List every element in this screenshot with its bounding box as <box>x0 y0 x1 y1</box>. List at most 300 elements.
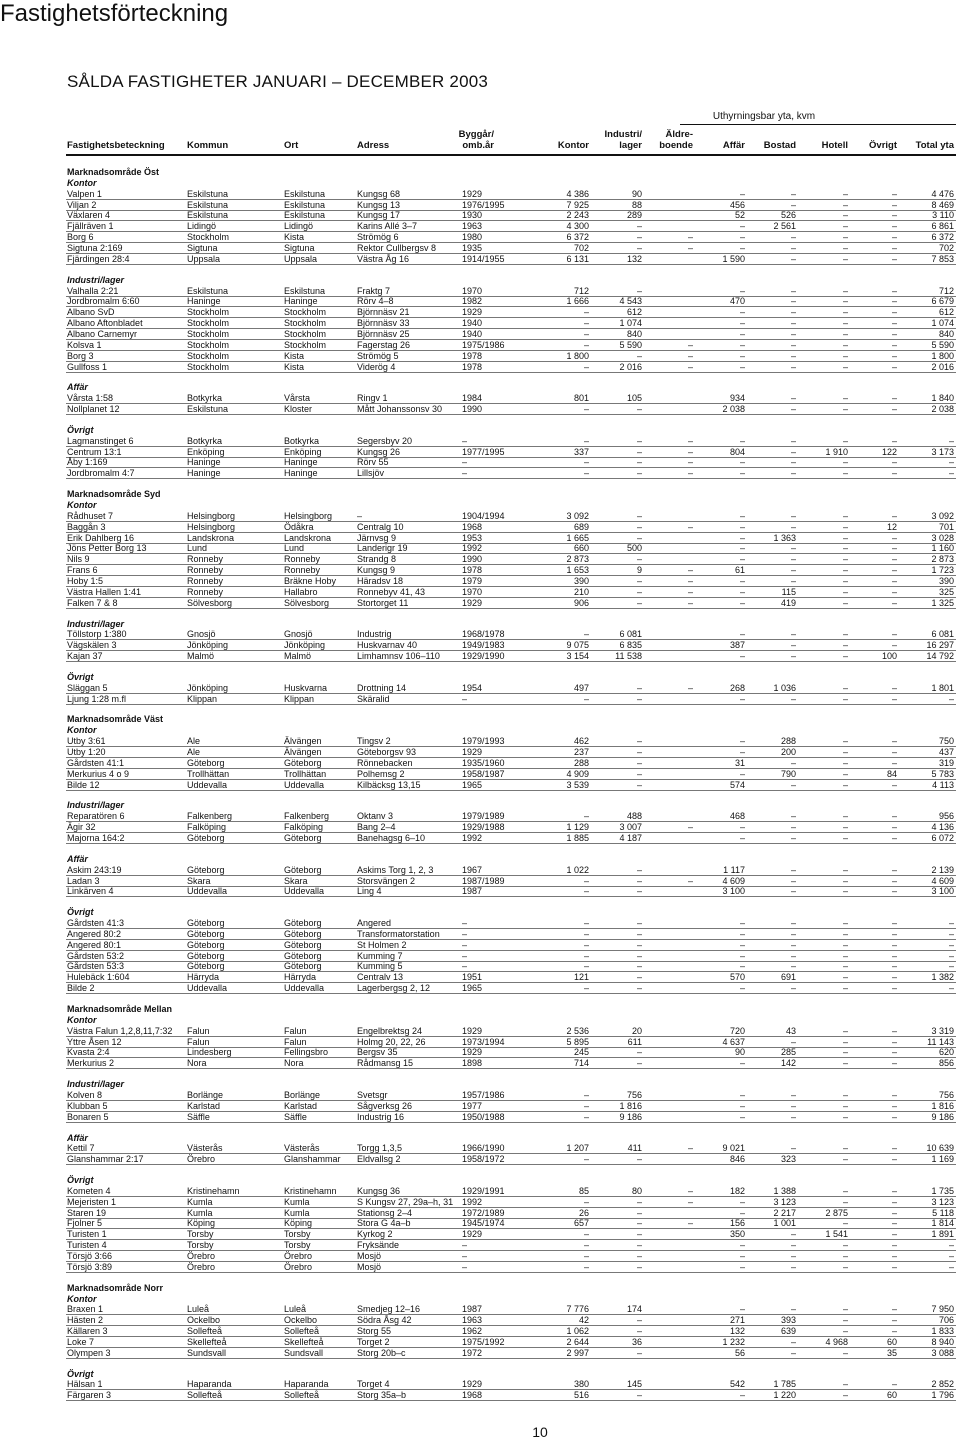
cell-kommun: Göteborg <box>187 918 225 928</box>
cell-fastighetsbeteckning: Viljan 2 <box>67 199 97 210</box>
cell-hotell: – <box>842 1047 848 1058</box>
cell-hotell: – <box>842 736 848 747</box>
cell-kontor: 906 <box>573 597 589 608</box>
region-label: Marknadsområde Norr <box>67 1282 164 1293</box>
cell-affar: – <box>739 1390 745 1401</box>
cell-ovrigt: – <box>891 1025 897 1036</box>
cell-affar: – <box>739 822 745 833</box>
cell-affar: 4 637 <box>722 1036 745 1047</box>
cell-kontor: – <box>583 361 589 372</box>
cell-adress: Bang 2–4 <box>357 822 396 833</box>
cell-kommun: Lund <box>187 543 208 554</box>
cell-ovrigt: – <box>891 597 897 608</box>
cell-ovrigt: – <box>891 296 897 307</box>
cell-byggar-omb-ar: 1976/1995 <box>462 199 505 210</box>
cell-kontor: – <box>583 1100 589 1111</box>
cell-total-yta: 4 136 <box>931 822 954 833</box>
cell-affar: – <box>739 350 745 361</box>
cell-industri-lager: 411 <box>627 1143 642 1154</box>
cell-ort: Säffle <box>284 1111 307 1122</box>
cell-total-yta: 5 783 <box>931 768 954 779</box>
cell-byggar-omb-ar: 1990 <box>462 554 483 565</box>
cell-adress: St Holmen 2 <box>357 939 407 950</box>
cell-kommun: Eskilstuna <box>187 199 229 210</box>
cell-ort: Helsingborg <box>284 510 333 521</box>
cell-total-yta: 1 801 <box>931 682 954 693</box>
region-heading <box>0 714 960 725</box>
cell-aldre-boende: – <box>687 361 693 372</box>
cell-industri-lager: – <box>636 554 642 565</box>
cell-bostad: – <box>790 350 796 361</box>
cell-fastighetsbeteckning: Ljung 1:28 m.fl <box>67 693 127 704</box>
cell-byggar-omb-ar: 1949/1983 <box>462 640 505 651</box>
cell-hotell: – <box>842 1100 848 1111</box>
cell-affar: – <box>739 232 745 243</box>
cell-total-yta: 620 <box>938 1047 954 1058</box>
cell-fastighetsbeteckning: Merkurius 2 <box>67 1058 115 1069</box>
cell-adress: Storg 55 <box>357 1326 392 1336</box>
cell-bostad: – <box>790 1089 796 1100</box>
cell-total-yta: 3 173 <box>931 446 954 457</box>
table-row <box>0 447 960 458</box>
cell-adress: Rektor Cullbergsv 8 <box>357 242 437 253</box>
cell-total-yta: – <box>948 468 954 479</box>
cell-ovrigt: – <box>891 1379 897 1390</box>
page-heading: SÅLDA FASTIGHETER JANUARI – DECEMBER 2003 <box>67 72 489 91</box>
cell-fastighetsbeteckning: Jordbromalm 4:7 <box>67 468 135 479</box>
cell-fastighetsbeteckning: Albano SvD <box>67 307 115 318</box>
cell-kommun: Stockholm <box>187 307 230 318</box>
cell-kommun: Eskilstuna <box>187 285 229 296</box>
column-header-industri-lager: Industri/ lager <box>604 129 642 151</box>
cell-affar: 56 <box>734 1347 745 1358</box>
cell-total-yta: – <box>948 950 954 961</box>
cell-total-yta: 856 <box>938 1058 954 1069</box>
cell-aldre-boende: – <box>687 446 693 457</box>
cell-adress: Kungsg 68 <box>357 188 401 199</box>
cell-hotell: – <box>842 864 848 875</box>
cell-total-yta: 390 <box>938 575 954 586</box>
cell-fastighetsbeteckning: Mejeristen 1 <box>67 1196 117 1207</box>
cell-affar: – <box>739 651 745 661</box>
cell-hotell: – <box>842 1089 848 1100</box>
cell-adress: Stortorget 11 <box>357 597 409 608</box>
cell-kommun: Stockholm <box>187 361 230 372</box>
cell-ovrigt: – <box>891 1196 897 1207</box>
cell-adress: Kungsg 17 <box>357 210 401 221</box>
cell-kommun: Ronneby <box>187 586 224 597</box>
cell-ovrigt: – <box>891 188 897 199</box>
cell-kontor: 3 154 <box>566 651 589 661</box>
cell-byggar-omb-ar: 1979/1989 <box>462 811 505 822</box>
cell-adress: Sågverksg 26 <box>357 1100 413 1111</box>
cell-ovrigt: – <box>891 1229 897 1240</box>
cell-ort: Västerås <box>284 1143 320 1154</box>
cell-bostad: – <box>790 864 796 875</box>
cell-aldre-boende: – <box>687 565 693 576</box>
cell-adress: Storg 35a–b <box>357 1390 407 1401</box>
cell-hotell: – <box>842 1185 848 1196</box>
cell-ovrigt: – <box>891 1207 897 1218</box>
region-label: Marknadsområde Syd <box>67 489 161 500</box>
cell-industri-lager: – <box>636 950 642 961</box>
cell-total-yta: 1 833 <box>931 1326 954 1336</box>
cell-adress: Rörv 4–8 <box>357 296 394 307</box>
cell-ort: Fellingsbro <box>284 1047 329 1058</box>
cell-kontor: 689 <box>573 521 589 532</box>
cell-byggar-omb-ar: 1950/1988 <box>462 1111 505 1122</box>
cell-hotell: – <box>842 1390 848 1401</box>
cell-byggar-omb-ar: 1968/1978 <box>462 629 505 640</box>
cell-hotell: – <box>842 285 848 296</box>
cell-industri-lager: – <box>636 404 642 414</box>
cell-hotell: – <box>842 339 848 350</box>
cell-bostad: – <box>790 629 796 640</box>
cell-fastighetsbeteckning: Reparatören 6 <box>67 811 125 822</box>
cell-ovrigt: – <box>891 1047 897 1058</box>
cell-adress: Rönnebacken <box>357 757 413 768</box>
table-row <box>0 286 960 297</box>
cell-ort: Skellefteå <box>284 1336 324 1347</box>
cell-total-yta: 7 853 <box>931 253 954 264</box>
cell-bostad: 288 <box>780 736 796 747</box>
table-row <box>0 683 960 694</box>
cell-adress: Södra Åsg 42 <box>357 1315 412 1326</box>
cell-kommun: Luleå <box>187 1304 210 1315</box>
cell-kontor: – <box>583 1229 589 1240</box>
cell-ort: Botkyrka <box>284 435 320 446</box>
cell-affar: – <box>739 361 745 372</box>
cell-industri-lager: 88 <box>631 199 642 210</box>
cell-hotell: – <box>842 597 848 608</box>
cell-bostad: – <box>790 886 796 897</box>
table-row <box>0 918 960 929</box>
cell-affar: – <box>739 521 745 532</box>
category-heading <box>0 907 960 918</box>
cell-ort: Enköping <box>284 446 322 457</box>
cell-fastighetsbeteckning: Askim 243:19 <box>67 864 122 875</box>
cell-industri-lager: – <box>636 736 642 747</box>
cell-kommun: Sollefteå <box>187 1390 223 1401</box>
cell-industri-lager: 80 <box>631 1185 642 1196</box>
cell-ort: Kristinehamn <box>284 1185 337 1196</box>
cell-total-yta: 701 <box>938 521 954 532</box>
table-row <box>0 780 960 791</box>
cell-industri-lager: – <box>636 1261 642 1272</box>
cell-affar: 574 <box>729 779 745 790</box>
cell-ovrigt: – <box>891 1143 897 1154</box>
cell-affar: – <box>739 832 745 843</box>
cell-hotell: – <box>842 1304 848 1315</box>
cell-total-yta: 1 723 <box>931 565 954 576</box>
cell-hotell: – <box>842 404 848 414</box>
cell-aldre-boende: – <box>687 1185 693 1196</box>
cell-hotell: – <box>842 779 848 790</box>
cell-adress: Häradsv 18 <box>357 575 404 586</box>
cell-byggar-omb-ar: 1992 <box>462 1196 483 1207</box>
cell-industri-lager: 105 <box>626 393 642 404</box>
cell-kontor: – <box>583 1250 589 1261</box>
cell-industri-lager: – <box>636 1207 642 1218</box>
cell-hotell: – <box>842 1379 848 1390</box>
cell-industri-lager: 90 <box>631 188 642 199</box>
cell-adress: Västra Åg 16 <box>357 253 410 264</box>
cell-affar: – <box>739 1058 745 1069</box>
cell-hotell: – <box>842 307 848 318</box>
cell-fastighetsbeteckning: Braxen 1 <box>67 1304 104 1315</box>
cell-byggar-omb-ar: 1978 <box>462 350 483 361</box>
cell-kommun: Göteborg <box>187 832 225 843</box>
table-row <box>0 694 960 705</box>
cell-byggar-omb-ar: 1929 <box>462 307 483 318</box>
cell-kontor: 42 <box>578 1315 589 1326</box>
cell-kontor: – <box>583 1089 589 1100</box>
cell-industri-lager: 3 007 <box>619 822 642 833</box>
cell-hotell: – <box>842 435 848 446</box>
cell-ort: Falkenberg <box>284 811 330 822</box>
cell-affar: 52 <box>734 210 745 221</box>
cell-fastighetsbeteckning: Gårdsten 53:2 <box>67 950 125 961</box>
cell-bostad: – <box>790 1229 796 1240</box>
cell-hotell: 1 541 <box>825 1229 848 1240</box>
column-header-kommun: Kommun <box>187 140 229 151</box>
table-row <box>0 1143 960 1154</box>
cell-kontor: 497 <box>573 682 589 693</box>
cell-industri-lager: 4 543 <box>619 296 642 307</box>
cell-kontor: 85 <box>578 1185 589 1196</box>
cell-kontor: – <box>583 1154 589 1165</box>
document-title: Fastighetsförteckning <box>0 0 229 27</box>
cell-byggar-omb-ar: 1953 <box>462 532 483 543</box>
cell-industri-lager: – <box>636 350 642 361</box>
cell-kontor: – <box>583 693 589 704</box>
cell-kommun: Kristinehamn <box>187 1185 240 1196</box>
cell-kommun: Klippan <box>187 693 218 704</box>
cell-ovrigt: – <box>891 328 897 339</box>
cell-affar: 804 <box>729 446 745 457</box>
cell-industri-lager: – <box>636 875 642 886</box>
cell-affar: 90 <box>734 1047 745 1058</box>
cell-total-yta: 6 861 <box>931 221 954 232</box>
cell-affar: 61 <box>734 565 745 576</box>
cell-kontor: – <box>583 307 589 318</box>
cell-ort: Stockholm <box>284 328 327 339</box>
cat-label: Övrigt <box>67 907 94 918</box>
cell-fastighetsbeteckning: Majorna 164:2 <box>67 832 125 843</box>
cell-hotell: – <box>842 1261 848 1272</box>
cell-ovrigt: – <box>891 457 897 468</box>
cell-affar: – <box>739 768 745 779</box>
cell-fastighetsbeteckning: Staren 19 <box>67 1207 107 1218</box>
cell-ovrigt: – <box>891 918 897 928</box>
region-heading <box>0 167 960 178</box>
cell-total-yta: 1 800 <box>931 350 954 361</box>
table-row <box>0 1026 960 1037</box>
cell-ort: Glanshammar <box>284 1154 341 1165</box>
cell-total-yta: – <box>948 939 954 950</box>
cell-adress: Holmg 20, 22, 26 <box>357 1036 426 1047</box>
cell-kontor: 288 <box>573 757 589 768</box>
cell-total-yta: 3 100 <box>931 886 954 897</box>
cell-hotell: – <box>842 361 848 372</box>
cell-kontor: 801 <box>573 393 589 404</box>
column-header-bostad: Bostad <box>763 140 796 151</box>
cell-fastighetsbeteckning: Albano Carnemyr <box>67 328 138 339</box>
cell-total-yta: 3 319 <box>931 1025 954 1036</box>
cell-kommun: Köping <box>187 1218 216 1229</box>
table-row <box>0 876 960 887</box>
table-row <box>0 318 960 329</box>
category-heading <box>0 1133 960 1144</box>
cell-kontor: 4 300 <box>566 221 589 232</box>
cell-total-yta: 11 143 <box>927 1036 954 1047</box>
cell-adress: Stationsg 2–4 <box>357 1207 413 1218</box>
cell-bostad: – <box>790 328 796 339</box>
cell-bostad: – <box>790 1036 796 1047</box>
cell-affar: 350 <box>729 1229 745 1240</box>
cell-kontor: – <box>583 811 589 822</box>
cell-affar: – <box>739 961 745 972</box>
cell-kontor: 7 776 <box>566 1304 589 1315</box>
cell-aldre-boende: – <box>687 339 693 350</box>
cell-ovrigt: – <box>891 983 897 994</box>
cell-industri-lager: 11 538 <box>615 651 642 661</box>
column-header-ovrigt: Övrigt <box>869 140 897 151</box>
cell-total-yta: 706 <box>938 1315 954 1326</box>
cell-adress: Lillsjöv <box>357 468 385 479</box>
cell-byggar-omb-ar: 1904/1994 <box>462 510 505 521</box>
cell-kontor: – <box>583 468 589 479</box>
cell-byggar-omb-ar: 1929 <box>462 188 483 199</box>
cell-hotell: – <box>842 296 848 307</box>
column-header-total-yta: Total yta <box>915 140 954 151</box>
cell-adress: Strömög 6 <box>357 232 399 243</box>
cell-kommun: Sigtuna <box>187 242 218 253</box>
cell-byggar-omb-ar: 1962 <box>462 1326 483 1336</box>
cell-affar: 387 <box>729 640 745 651</box>
cell-ovrigt: – <box>891 586 897 597</box>
cell-kommun: Säffle <box>187 1111 210 1122</box>
cell-byggar-omb-ar: – <box>462 918 468 928</box>
cell-affar: – <box>739 510 745 521</box>
cell-fastighetsbeteckning: Linkärven 4 <box>67 886 114 897</box>
cell-ovrigt: – <box>891 972 897 983</box>
cell-fastighetsbeteckning: Sigtuna 2:169 <box>67 242 123 253</box>
cell-bostad: – <box>790 1336 796 1347</box>
cell-kontor: – <box>583 328 589 339</box>
cell-kommun: Uppsala <box>187 253 221 264</box>
cell-kommun: Ale <box>187 736 201 747</box>
cell-byggar-omb-ar: – <box>462 693 468 704</box>
table-row <box>0 329 960 340</box>
cell-ort: Jönköping <box>284 640 326 651</box>
cell-industri-lager: 36 <box>631 1336 642 1347</box>
cell-ovrigt: – <box>891 886 897 897</box>
cell-ovrigt: – <box>891 1036 897 1047</box>
cell-hotell: – <box>842 1240 848 1251</box>
cell-ovrigt: 60 <box>886 1336 897 1347</box>
cell-ort: Uppsala <box>284 253 318 264</box>
cell-industri-lager: – <box>636 693 642 704</box>
cell-kommun: Örebro <box>187 1154 216 1165</box>
cell-fastighetsbeteckning: Loke 7 <box>67 1336 95 1347</box>
cell-fastighetsbeteckning: Törsjö 3:89 <box>67 1261 113 1272</box>
cell-hotell: – <box>842 1025 848 1036</box>
cell-fastighetsbeteckning: Angered 80:2 <box>67 928 122 939</box>
page-number: 10 <box>532 1424 548 1440</box>
cell-aldre-boende: – <box>687 875 693 886</box>
cell-hotell: – <box>842 554 848 565</box>
cell-ovrigt: – <box>891 864 897 875</box>
table-row <box>0 1047 960 1058</box>
category-heading <box>0 178 960 189</box>
cell-industri-lager: – <box>636 1347 642 1358</box>
cell-bostad: – <box>790 1250 796 1261</box>
cell-hotell: – <box>842 747 848 757</box>
cell-industri-lager: – <box>636 961 642 972</box>
cell-industri-lager: – <box>636 532 642 543</box>
cell-kommun: Torsby <box>187 1240 214 1251</box>
cell-ovrigt: – <box>891 1058 897 1069</box>
cell-byggar-omb-ar: 1951 <box>462 972 483 983</box>
cell-industri-lager: 612 <box>626 307 642 318</box>
cell-fastighetsbeteckning: Valhalla 2:21 <box>67 285 119 296</box>
cell-fastighetsbeteckning: Västra Hallen 1:41 <box>67 586 142 597</box>
region-label: Marknadsområde Mellan <box>67 1004 173 1014</box>
cell-bostad: – <box>790 575 796 586</box>
cell-kommun: Borlänge <box>187 1089 224 1100</box>
cell-ovrigt: – <box>891 1304 897 1315</box>
cell-industri-lager: 145 <box>626 1379 642 1390</box>
cell-ovrigt: – <box>891 736 897 747</box>
cell-industri-lager: – <box>636 983 642 994</box>
cell-aldre-boende: – <box>687 682 693 693</box>
cell-industri-lager: – <box>636 1390 642 1401</box>
cell-ort: Göteborg <box>284 757 322 768</box>
cell-adress: Bergsv 35 <box>357 1047 398 1058</box>
cell-hotell: – <box>842 961 848 972</box>
cell-byggar-omb-ar: 1987 <box>462 886 483 897</box>
cell-ort: Uddevalla <box>284 779 325 790</box>
cell-adress: Björnnäsv 33 <box>357 318 410 329</box>
cell-kontor: 1 800 <box>566 350 589 361</box>
cell-byggar-omb-ar: 1987/1989 <box>462 875 505 886</box>
cell-ort: Älvängen <box>284 747 322 757</box>
cell-affar: 570 <box>729 972 745 983</box>
cell-byggar-omb-ar: 1940 <box>462 318 483 329</box>
cell-adress: Rörv 55 <box>357 457 389 468</box>
cell-industri-lager: – <box>636 457 642 468</box>
cell-ort: Sollefteå <box>284 1390 320 1401</box>
cell-byggar-omb-ar: 1929 <box>462 1047 483 1058</box>
cell-ort: Haninge <box>284 468 318 479</box>
cell-total-yta: 712 <box>938 285 954 296</box>
cell-fastighetsbeteckning: Gårdsten 41:3 <box>67 918 125 928</box>
cell-hotell: – <box>842 350 848 361</box>
cell-total-yta: 6 072 <box>931 832 954 843</box>
cell-affar: 9 021 <box>722 1143 745 1154</box>
cell-ovrigt: – <box>891 221 897 232</box>
cell-affar: 3 100 <box>722 886 745 897</box>
cell-byggar-omb-ar: 1967 <box>462 864 483 875</box>
cell-industri-lager: 756 <box>626 1089 642 1100</box>
table-row <box>0 254 960 265</box>
cell-ort: Göteborg <box>284 918 322 928</box>
cell-bostad: 2 561 <box>773 221 796 232</box>
table-row <box>0 1229 960 1240</box>
cell-industri-lager: 840 <box>626 328 642 339</box>
cell-total-yta: 3 088 <box>931 1347 954 1358</box>
